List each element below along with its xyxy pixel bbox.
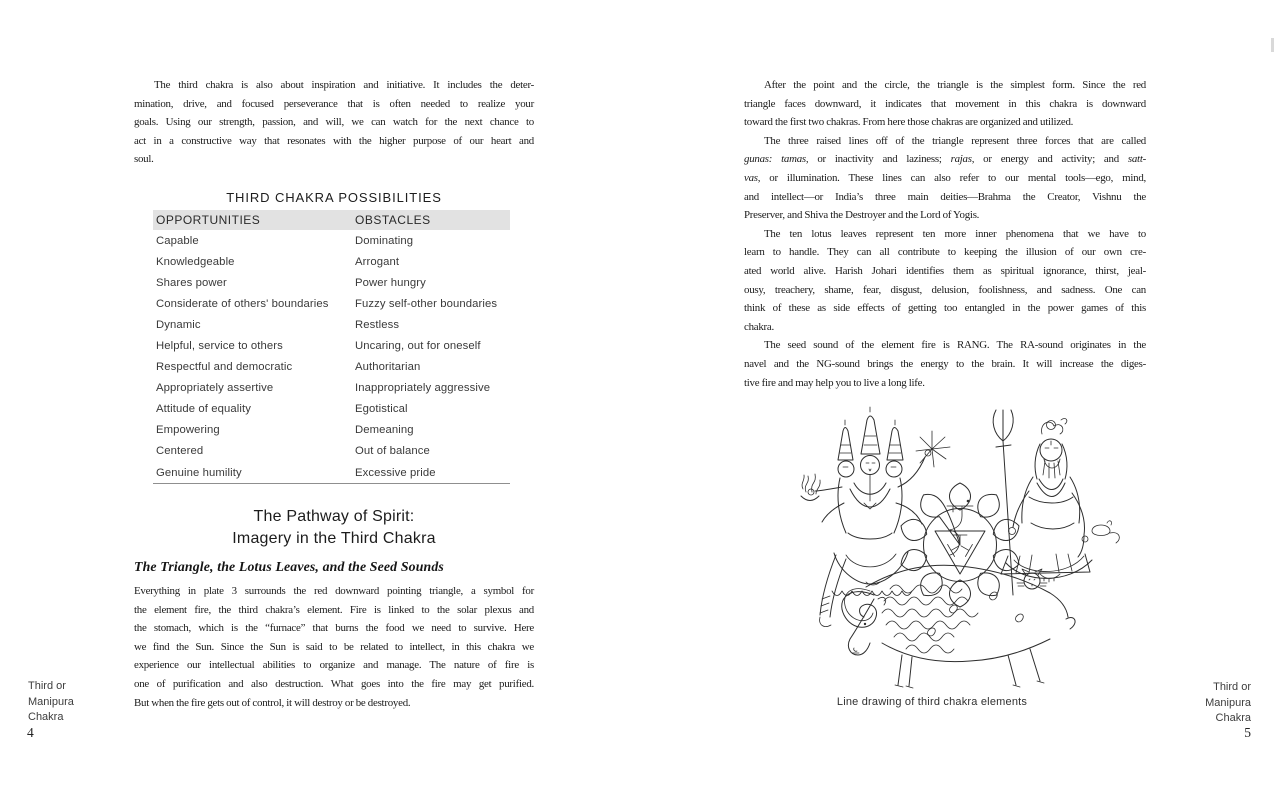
shiva-figure [993, 410, 1119, 595]
opportunity-cell: Respectful and democratic [156, 361, 293, 374]
opportunity-cell: Shares power [156, 276, 227, 289]
text-line: one of purification and also destruction. What goes into the fire may get purified. [134, 677, 534, 690]
illustration-caption: Line drawing of third chakra elements [836, 696, 1028, 708]
right-text-column [744, 76, 1146, 392]
chakra-lotus-emblem [898, 483, 1022, 607]
text-line: The third chakra is also about inspiration and initiative. It includes the deter- [154, 79, 534, 91]
table-row [153, 335, 510, 356]
right-page-number: 5 [1244, 725, 1251, 740]
table-row [153, 251, 510, 272]
margin-label-line: Manipura [1205, 696, 1251, 709]
brahma-figure [801, 407, 950, 627]
text-line: ousy, treachery, shame, fear, disgust, delusion, foolishness, and sadness. One can [744, 283, 1146, 296]
column-header-obstacles: OBSTACLES [355, 213, 431, 227]
table-row [153, 230, 510, 251]
table-row [153, 462, 510, 483]
obstacle-cell: Fuzzy self-other boundaries [355, 297, 498, 310]
obstacle-cell: Arrogant [355, 255, 400, 268]
text-segment: or illumination. These lines can also refer to our mental tools—ego, mind, [760, 171, 1146, 184]
obstacle-cell: Authoritarian [355, 361, 421, 374]
subsection-heading: The Triangle, the Lotus Leaves, and the Seed Sounds [134, 559, 444, 574]
opportunity-cell: Centered [156, 445, 204, 458]
margin-label-line: Chakra [28, 711, 64, 724]
text-line: act in a constructive way that resonates with the higher purpose of our heart and [134, 134, 534, 147]
text-line: chakra. [744, 320, 774, 333]
obstacle-cell: Uncaring, out for oneself [355, 340, 481, 353]
italic-term: gunas: tamas, [744, 153, 809, 166]
text-line: triangle faces downward, it indicates that movement in this chakra is downward [744, 97, 1146, 110]
table-row [153, 378, 510, 399]
obstacle-cell: Out of balance [355, 445, 430, 458]
margin-label-line: Third or [1213, 681, 1251, 693]
table-row [153, 272, 510, 293]
table-body [153, 230, 510, 484]
opportunity-cell: Dynamic [156, 318, 201, 331]
obstacle-cell: Restless [355, 318, 400, 331]
left-body-paragraph [134, 582, 534, 712]
text-segment: or energy and activity; and [974, 153, 1128, 166]
opportunity-cell: Knowledgeable [156, 255, 235, 268]
obstacle-cell: Demeaning [355, 424, 414, 437]
section-heading [134, 506, 534, 549]
table-row [153, 399, 510, 420]
section-heading-line: The Pathway of Spirit: [253, 508, 415, 525]
text-line: But when the fire gets out of control, it will destroy or be destroyed. [134, 696, 411, 709]
text-line: we find the Sun. Since the Sun is said to be related to intellect, in this chakra we [134, 640, 534, 653]
table-title: THIRD CHAKRA POSSIBILITIES [226, 190, 442, 205]
obstacle-cell: Power hungry [355, 276, 426, 289]
table-row [153, 420, 510, 441]
text-line [744, 169, 1146, 188]
text-line: experience our intellectual abilities to organize and manage. The nature of fire is [134, 659, 534, 672]
table-header-row [153, 210, 510, 230]
table-row [153, 357, 510, 378]
text-line: think of these as side effects of getting too entangled in the power games of this [744, 302, 1146, 315]
text-line: After the point and the circle, the triangle is the simplest form. Since the red [764, 79, 1146, 91]
section-heading-line: Imagery in the Third Chakra [232, 529, 436, 547]
text-line: goals. Using our strength, passion, and will, we can watch for the next chance to [134, 116, 534, 129]
margin-label-line: Third or [28, 680, 66, 692]
text-line: the element fire, the third chakra’s element. Fire is linked to the solar plexus and [134, 603, 534, 616]
obstacle-cell: Dominating [355, 234, 414, 247]
third-chakra-line-drawing [770, 403, 1135, 692]
opportunity-cell: Attitude of equality [156, 403, 251, 416]
italic-term: satt- [1127, 153, 1146, 166]
text-line: and intellect—or India’s three main deities—Brahma the Creator, Vishnu the [744, 190, 1146, 203]
column-header-opportunities: OPPORTUNITIES [156, 213, 261, 227]
text-line: The ten lotus leaves represent ten more inner phenomena that we have to [764, 227, 1146, 240]
opportunity-cell: Empowering [156, 424, 220, 437]
text-line: toward the first two chakras. From here those chakras are organized and utilized. [744, 116, 1074, 129]
table-row [153, 293, 510, 314]
text-line: soul. [134, 153, 154, 166]
text-line: navel and the NG-sound brings the energy to the brain. It will increase the diges- [744, 357, 1146, 370]
text-line: tive fire and may help you to live a long life. [744, 376, 925, 389]
margin-label-line: Chakra [1215, 712, 1251, 725]
text-line: learn to handle. They can all contribute to keeping the illusion of our own cre- [744, 246, 1146, 259]
opportunity-cell: Appropriately assertive [156, 382, 274, 395]
opportunity-cell: Capable [156, 234, 199, 247]
opportunity-cell: Considerate of others' boundaries [156, 297, 329, 310]
text-line: ated world alive. Harish Johari identifies them as spiritual ignorance, thirst, jeal- [744, 264, 1146, 277]
obstacle-cell: Inappropriately aggressive [355, 382, 491, 395]
text-line: Everything in plate 3 surrounds the red downward pointing triangle, a symbol for [134, 585, 534, 597]
text-line: The seed sound of the element fire is RANG. The RA-sound originates in the [764, 339, 1146, 352]
opportunity-cell: Genuine humility [156, 466, 242, 479]
margin-label-line: Manipura [28, 695, 74, 708]
obstacle-cell: Excessive pride [355, 466, 436, 479]
page-edge-artifact [1271, 38, 1274, 52]
obstacle-cell: Egotistical [355, 403, 408, 416]
text-segment: or inactivity and laziness; [808, 153, 951, 166]
table-row [153, 314, 510, 335]
opportunity-cell: Helpful, service to others [156, 340, 283, 353]
text-line: Preserver, and Shiva the Destroyer and the Lord of Yogis. [744, 209, 980, 222]
left-margin-label [28, 679, 74, 726]
text-line: The three raised lines off of the triangle represent three forces that are called [764, 134, 1146, 147]
text-line: the stomach, which is the “furnace” that burns the food we need to survive. Here [134, 622, 534, 635]
text-line: mination, drive, and focused perseverance that is often needed to realize your [134, 97, 534, 110]
text-line [744, 150, 1146, 169]
italic-term: rajas, [950, 153, 975, 166]
possibilities-table [153, 210, 510, 484]
left-intro-paragraph [134, 76, 534, 169]
right-margin-label [1205, 680, 1251, 727]
italic-term: vas, [744, 171, 761, 184]
left-page-number: 4 [27, 725, 34, 740]
table-row [153, 441, 510, 462]
